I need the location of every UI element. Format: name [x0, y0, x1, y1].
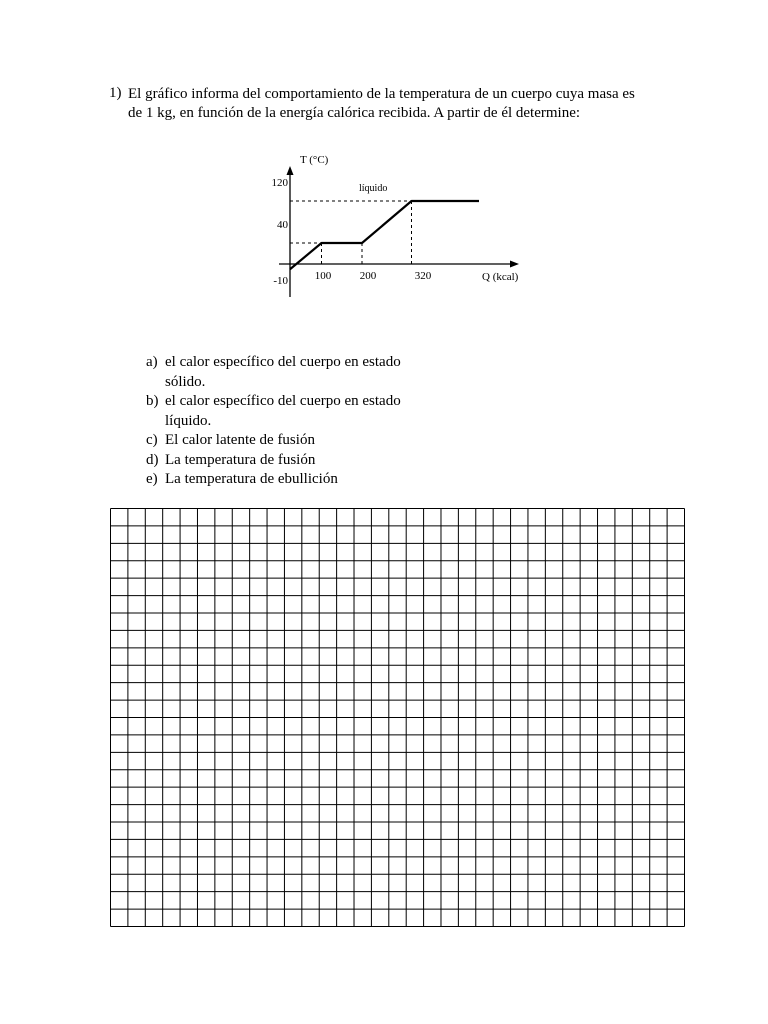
x-tick-label-320: 320 [414, 270, 432, 282]
item-label: e) [146, 471, 158, 487]
item-label: d) [146, 451, 159, 468]
x-axis-label: Q (kcal) [482, 271, 519, 283]
item-text: sólido. [165, 373, 206, 390]
y-tick-label-120: 120 [271, 177, 288, 189]
question-number: 1) [109, 85, 122, 101]
item-b [146, 392, 401, 431]
item-text: el calor específico del cuerpo en estado [165, 354, 401, 370]
y-tick-label-40: 40 [277, 219, 288, 231]
temperature-energy-graph [255, 145, 545, 305]
question-statement [128, 85, 668, 123]
temperature-curve [290, 201, 479, 269]
item-text: La temperatura de ebullición [165, 471, 338, 487]
question-line: de 1 kg, en función de la energía calórica recibida. A partir de él determine: [128, 105, 581, 121]
answer-grid [110, 508, 685, 928]
item-text: La temperatura de fusión [165, 451, 316, 468]
item-text: el calor específico del cuerpo en estado [165, 393, 401, 409]
question-line: El gráfico informa del comportamiento de la temperatura de un cuerpo cuya masa es [128, 86, 635, 102]
item-d [146, 451, 401, 471]
item-e [146, 470, 401, 490]
x-axis [279, 261, 519, 268]
liquid-annotation: líquido [359, 183, 388, 194]
item-label: b) [146, 393, 159, 409]
item-c [146, 431, 401, 451]
item-label: a) [146, 354, 158, 370]
x-tick-label-100: 100 [314, 270, 332, 282]
y-axis-label: T (°C) [300, 154, 329, 166]
item-text: El calor latente de fusión [165, 432, 315, 448]
item-a [146, 353, 401, 392]
x-tick-label-200: 200 [359, 270, 377, 282]
question-items [146, 353, 401, 490]
y-tick-label-minus10: -10 [273, 275, 288, 287]
item-text: líquido. [165, 412, 212, 429]
item-label: c) [146, 432, 158, 448]
